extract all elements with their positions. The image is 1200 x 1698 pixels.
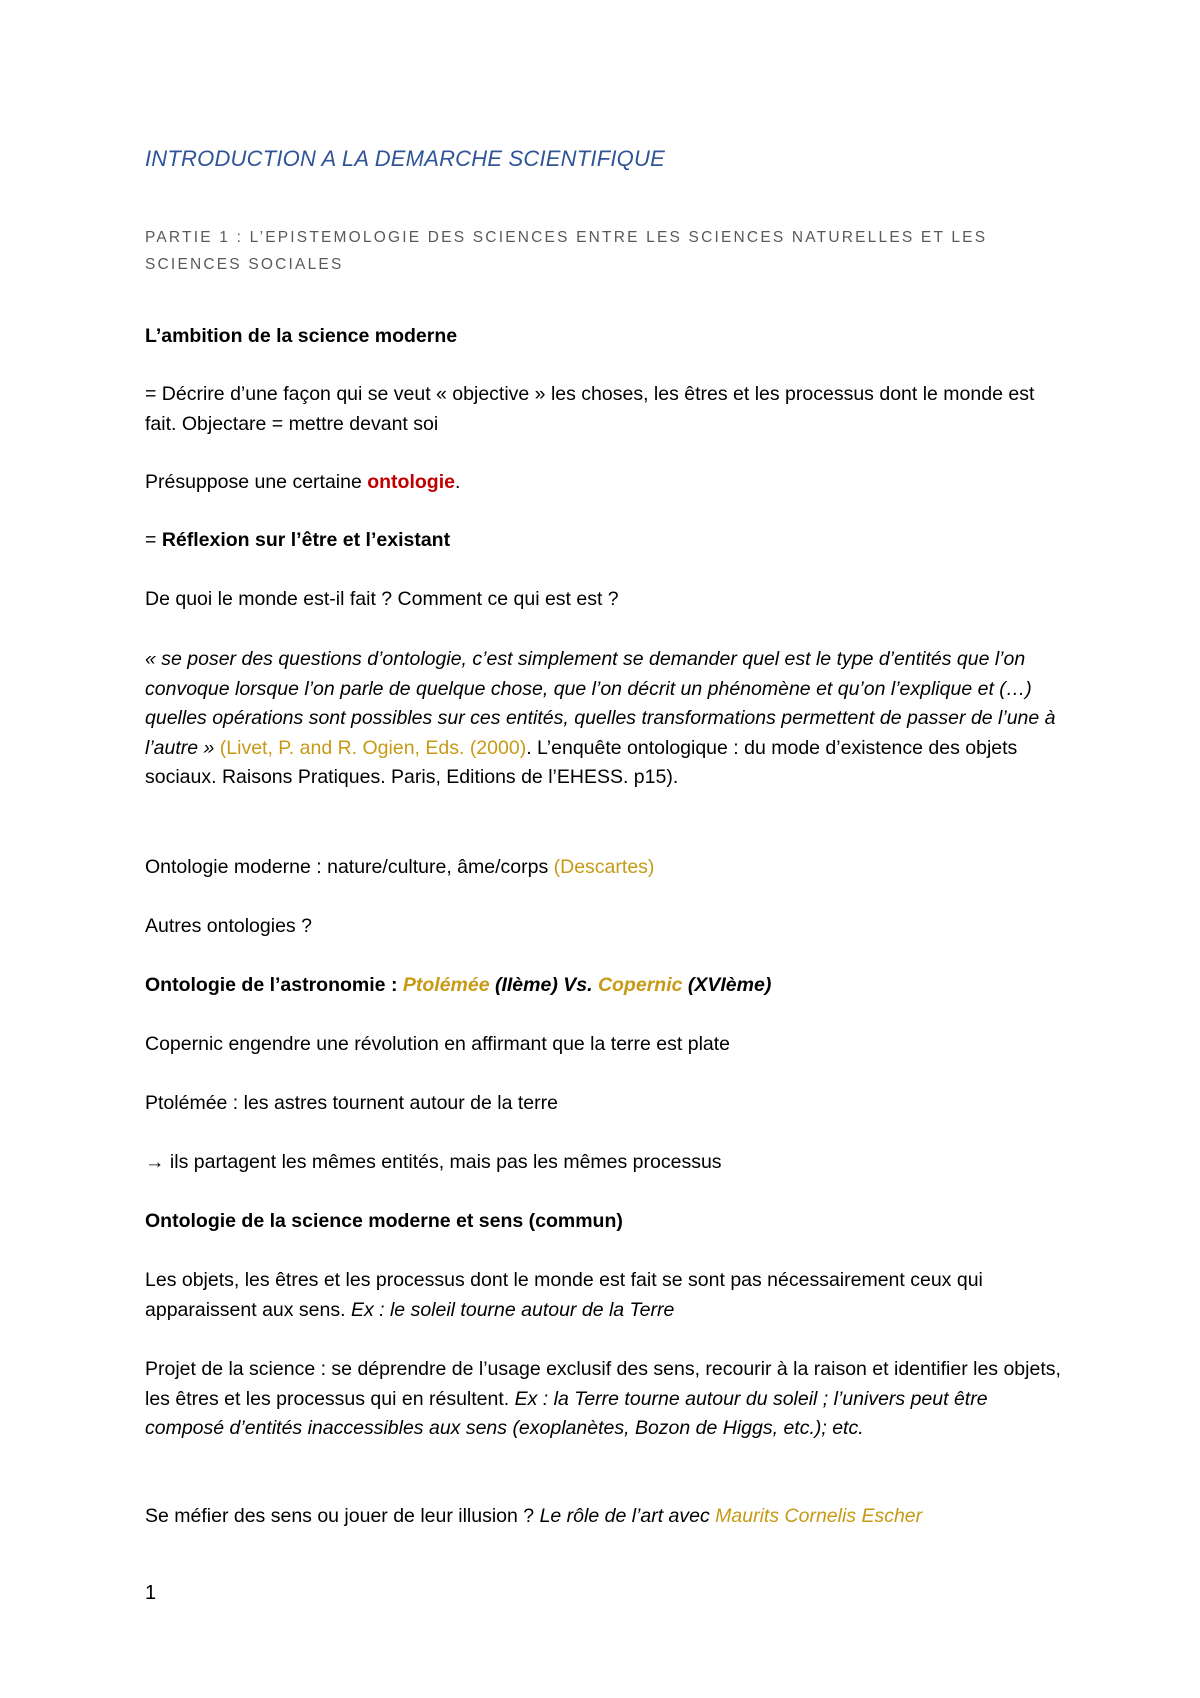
quote-reference: (Livet, P. and R. Ogien, Eds. (2000) bbox=[214, 736, 527, 759]
reference-descartes: (Descartes) bbox=[553, 856, 655, 878]
paragraph-definition: = Décrire d’une façon qui se veut « objective » les choses, les êtres et les processus dont le monde est fait. Objectare = mettre devant soi bbox=[145, 383, 1035, 435]
paragraph-copernic: Copernic engendre une révolution en affirmant que la terre est plate bbox=[145, 1033, 731, 1055]
page-number: 1 bbox=[145, 1582, 157, 1604]
name-escher: Maurits Cornelis Escher bbox=[715, 1505, 923, 1527]
section-heading-sens-commun: Ontologie de la science moderne et sens (commun) bbox=[145, 1210, 623, 1232]
paragraph-conclusion: → ils partagent les mêmes entités, mais pas les mêmes processus bbox=[145, 1151, 722, 1173]
part-heading: PARTIE 1 : L’EPISTEMOLOGIE DES SCIENCES ENTRE LES SCIENCES NATURELLES ET LES SCIENCES SOCIALES bbox=[145, 229, 988, 273]
paragraph-ptolemee: Ptolémée : les astres tournent autour de la terre bbox=[145, 1092, 558, 1114]
paragraph-ontologie-moderne: Ontologie moderne : nature/culture, âme/corps (Descartes) bbox=[145, 856, 655, 878]
paragraph-objets-sens: Les objets, les êtres et les processus dont le monde est fait se sont pas nécessairement ceux qui apparaissent aux sens. Ex : le soleil tourne autour de la Terre bbox=[145, 1269, 983, 1321]
paragraph-reflexion: = Réflexion sur l’être et l’existant bbox=[145, 529, 451, 551]
name-copernic: Copernic bbox=[597, 974, 683, 996]
paragraph-quote: « se poser des questions d’ontologie, c’est simplement se demander quel est le type d’entités que l’on convoque lorsque l’on parle de quelque chose, que l’on décrit un phénomène et qu’on l’explique et (…) quelles opérations sont possibles sur ces entités, quelles transformations permettent de passer de l’une à l’autre » (Livet, P. and R. Ogien, Eds. (2000). L’enquête ontologique : du mode d’existence des objets sociaux. Raisons Pratiques. Paris, Editions de l’EHESS. p15). bbox=[145, 648, 1056, 788]
paragraph-autres-ontologies: Autres ontologies ? bbox=[145, 915, 312, 937]
paragraph-ontologie: Présuppose une certaine ontologie. bbox=[145, 471, 461, 493]
quote-text: « se poser des questions d’ontologie, c’est simplement se demander quel est le type d’entités que l’on convoque lorsque l’on parle de quelque chose, que l’on décrit un phénomène et qu’on l’explique et (…) quelles opérations sont possibles sur ces entités, quelles transformations permettent de passer de l’une à l’autre » bbox=[145, 648, 1056, 759]
keyword-ontologie: ontologie bbox=[367, 471, 455, 493]
paragraph-projet-science: Projet de la science : se déprendre de l’usage exclusif des sens, recourir à la raison et identifier les objets, les êtres et les processus qui en résultent. Ex : la Terre tourne autour du soleil ; l’univers peut être composé d’entités inaccessibles aux sens (exoplanètes, Bozon de Higgs, etc.); etc. bbox=[145, 1358, 1061, 1439]
arrow-icon: → bbox=[145, 1151, 165, 1173]
section-heading-ambition: L’ambition de la science moderne bbox=[145, 325, 458, 347]
section-heading-astronomie: Ontologie de l’astronomie : Ptolémée (IIème) Vs. Copernic (XVIème) bbox=[145, 974, 772, 996]
paragraph-mefier-sens: Se méfier des sens ou jouer de leur illusion ? Le rôle de l’art avec Maurits Cornelis Escher bbox=[145, 1505, 923, 1527]
paragraph-question: De quoi le monde est-il fait ? Comment ce qui est est ? bbox=[145, 588, 619, 610]
name-ptolemee: Ptolémée bbox=[402, 974, 490, 996]
document-title: INTRODUCTION A LA DEMARCHE SCIENTIFIQUE bbox=[145, 146, 665, 171]
